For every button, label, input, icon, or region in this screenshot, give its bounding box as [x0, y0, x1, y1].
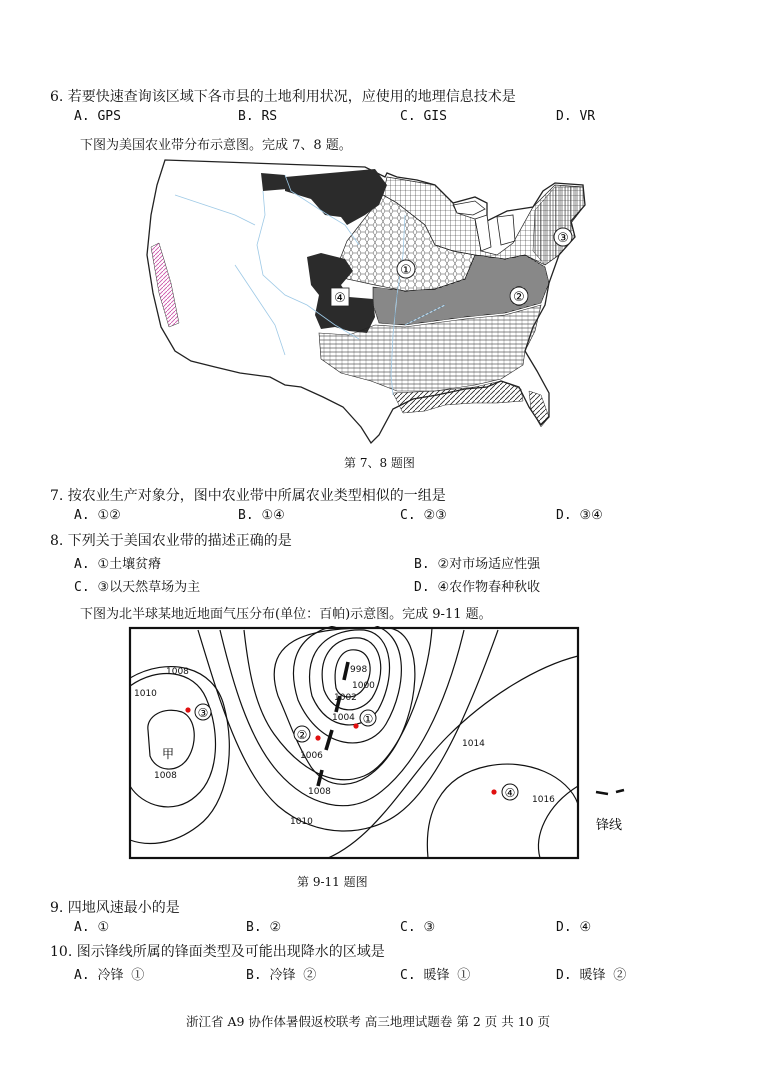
front-line-legend-icon [596, 790, 624, 794]
isobar-label-1010-left: 1010 [134, 689, 157, 699]
q9-option-d: D. ④ [556, 920, 592, 935]
map-label-1: ① [400, 263, 412, 278]
q8-option-c: C. ③以天然草场为主 [74, 580, 201, 595]
q10-option-c: C. 暖锋 ① [400, 968, 471, 983]
q9-option-b: B. ② [246, 920, 282, 935]
map-label-4: ④ [334, 291, 346, 306]
q10-option-a: A. 冷锋 ① [74, 968, 145, 983]
point-3: ③ [197, 706, 209, 720]
point-2: ② [296, 728, 308, 742]
q6-option-c: C. GIS [400, 109, 447, 124]
q8-option-d: D. ④农作物春种秋收 [414, 580, 541, 595]
q10-option-d: D. 暖锋 ② [556, 968, 627, 983]
legend-front-label: 锋线 [596, 818, 623, 833]
map78-caption: 第 7、8 题图 [344, 456, 415, 470]
q7-option-a: A. ①② [74, 508, 121, 523]
isobar-label-998: 998 [350, 665, 368, 675]
q7-option-c: C. ②③ [400, 508, 447, 523]
q7-stem: 7. 按农业生产对象分，图中农业带中所属农业类型相似的一组是 [50, 488, 446, 504]
q7-option-b: B. ①④ [238, 508, 285, 523]
map-label-2: ② [513, 290, 525, 305]
q6-option-a: A. GPS [74, 109, 121, 124]
us-agriculture-map [135, 155, 605, 450]
isobar-label-1010-center: 1010 [290, 817, 313, 827]
isobar-label-1004: 1004 [332, 713, 355, 723]
label-jia: 甲 [162, 747, 175, 761]
pressure-caption: 第 9-11 题图 [297, 875, 368, 889]
isobar-label-1002: 1002 [334, 693, 357, 703]
isobar-label-1000: 1000 [352, 681, 375, 691]
q9-option-a: A. ① [74, 920, 110, 935]
q9-stem: 9. 四地风速最小的是 [50, 900, 180, 916]
q8-stem: 8. 下列关于美国农业带的描述正确的是 [50, 533, 292, 549]
q7-option-d: D. ③④ [556, 508, 603, 523]
q6-option-b: B. RS [238, 109, 278, 124]
isobar-label-1008-center: 1008 [308, 787, 331, 797]
isobar-label-1008-left: 1008 [166, 667, 189, 677]
q10-option-b: B. 冷锋 ② [246, 968, 317, 983]
pressure-map [128, 626, 628, 866]
isobar-label-1006: 1006 [300, 751, 323, 761]
point-1: ① [362, 712, 374, 726]
q6-stem: 6. 若要快速查询该区域下各市县的土地利用状况，应使用的地理信息技术是 [50, 89, 516, 105]
q9-option-c: C. ③ [400, 920, 436, 935]
page-footer: 浙江省 A9 协作体暑假返校联考 高三地理试题卷 第 2 页 共 10 页 [186, 1014, 551, 1029]
q6-option-d: D. VR [556, 109, 596, 124]
q10-stem: 10. 图示锋线所属的锋面类型及可能出现降水的区域是 [50, 944, 385, 960]
q8-option-b: B. ②对市场适应性强 [414, 557, 541, 572]
q8-option-a: A. ①土壤贫瘠 [74, 557, 162, 572]
map-label-3: ③ [557, 231, 569, 246]
isobar-label-1008-jia: 1008 [154, 771, 177, 781]
point-4: ④ [504, 786, 516, 800]
isobar-label-1014: 1014 [462, 739, 485, 749]
intro-78: 下图为美国农业带分布示意图。完成 7、8 题。 [80, 138, 352, 153]
intro-911: 下图为北半球某地近地面气压分布(单位：百帕)示意图。完成 9-11 题。 [80, 607, 492, 622]
isobar-label-1016: 1016 [532, 795, 555, 805]
